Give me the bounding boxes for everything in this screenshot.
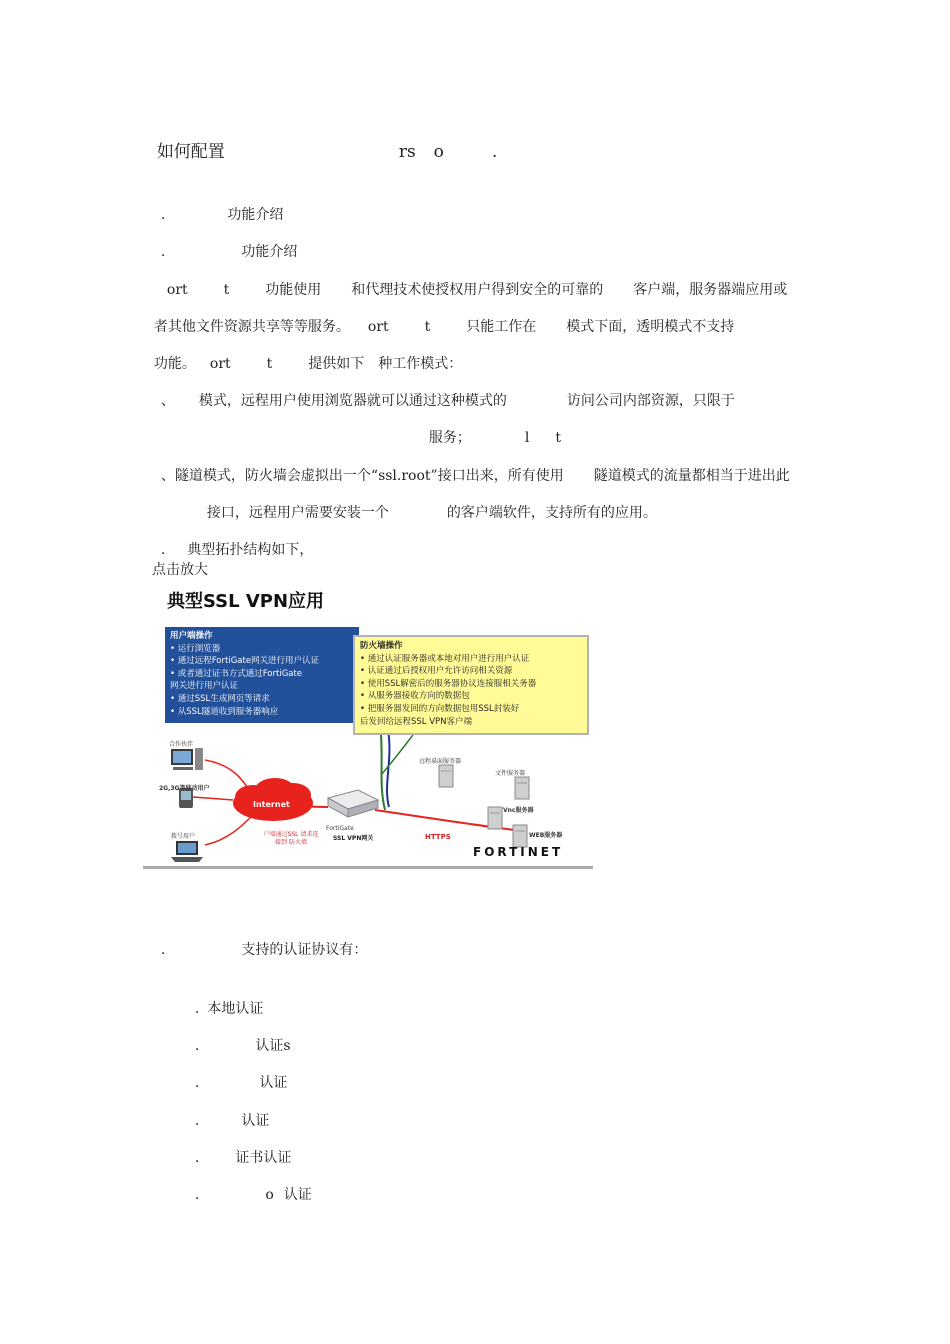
fw-box-title: 防火墙操作 bbox=[360, 641, 403, 651]
mobile-label: 2G,3G等移动用户 bbox=[159, 785, 210, 792]
para-line-2: 者其他文件资源共享等等服务。 ort t 只能工作在 模式下面，透明模式不支持 bbox=[153, 319, 735, 335]
auth-item: . o 认证 bbox=[194, 1187, 312, 1203]
https-label: HTTPS bbox=[425, 833, 451, 841]
ssl-vpn-gateway-icon bbox=[328, 790, 378, 817]
auth-item: . 证书认证 bbox=[194, 1150, 292, 1166]
auth-item: . 认证 bbox=[194, 1075, 288, 1091]
laptop-icon bbox=[171, 841, 203, 862]
home-link bbox=[205, 815, 253, 845]
fw-box-item: • 从服务器接收方向的数据包 bbox=[360, 690, 582, 703]
user-box-item-cont: 网关进行用户认证 bbox=[170, 681, 239, 692]
figure-title: 典型SSL VPN应用 bbox=[167, 591, 325, 612]
fw-box-item-cont: 后发回给远程SSL VPN客户端 bbox=[360, 716, 473, 727]
desktop-computer-icon bbox=[171, 748, 203, 770]
file-server-icon bbox=[515, 777, 529, 799]
section-1-2-heading: . 典型拓扑结构如下， bbox=[160, 542, 314, 558]
fw-box-item: • 认证通过后授权用户允许访问相关资源 bbox=[360, 665, 582, 678]
section-1-heading: . 功能介绍 bbox=[160, 207, 284, 223]
mode-1-line: 、 模式，远程用户使用浏览器就可以通过这种模式的 访问公司内部资源，只限于 bbox=[160, 393, 735, 409]
user-box-item: • 或者通过证书方式通过FortiGate bbox=[170, 668, 354, 681]
para-line-3: 功能。 ort t 提供如下 种工作模式： bbox=[153, 356, 463, 372]
green-link-2 bbox=[381, 735, 413, 775]
vnc-server-label: Vnc服务器 bbox=[503, 807, 534, 814]
internet-label: Internet bbox=[253, 800, 290, 809]
auth-item: . 认证 bbox=[194, 1113, 270, 1129]
para-line-1: ort t 功能使用 和代理技术使授权用户得到安全的可靠的 客户端，服务器端应用或 bbox=[166, 282, 788, 298]
home-label: 拨号用户 bbox=[171, 833, 196, 840]
user-box-item: • 运行浏览器 bbox=[170, 643, 354, 656]
fortinet-logo: FORTINET bbox=[473, 845, 564, 859]
section-1-1-heading: . 功能介绍 bbox=[160, 244, 298, 260]
doc-title: 如何配置 rs o . bbox=[156, 142, 498, 162]
figure-bottom-bar bbox=[143, 866, 593, 869]
topology-figure[interactable] bbox=[143, 585, 593, 870]
fw-box-item: • 通过认证服务器或本地对用户进行用户认证 bbox=[360, 653, 582, 666]
device-name-label: SSL VPN网关 bbox=[333, 835, 374, 842]
ssl-request-note: 户端通过SSL 请求连接到 防火墙 bbox=[263, 831, 319, 846]
auth-item: . 本地认证 bbox=[194, 1001, 264, 1017]
web-server-label: WEB服务器 bbox=[529, 832, 563, 839]
device-brand-label: FortiGate bbox=[326, 825, 354, 832]
firewall-operations-box bbox=[353, 635, 589, 735]
mode-2-line-2: 接口，远程用户需要安装一个 的客户端软件，支持所有的应用。 bbox=[206, 505, 657, 521]
click-zoom-text: 点击放大 bbox=[152, 562, 208, 578]
file-server-label: 文件服务器 bbox=[495, 770, 526, 777]
vnc-server-icon bbox=[488, 807, 502, 829]
mode-1-line-2: 服务； l t bbox=[428, 430, 562, 446]
section-2-heading: . 支持的认证协议有： bbox=[160, 942, 368, 958]
user-box-title: 用户端操作 bbox=[170, 631, 213, 641]
user-operations-box bbox=[165, 627, 359, 723]
mode-2-line: 、隧道模式，防火墙会虚拟出一个“ssl.root”接口出来，所有使用 隧道模式的流量都相当于进出此 bbox=[160, 468, 790, 484]
user-box-item: • 通过SSL生成网页等请求 bbox=[170, 693, 354, 706]
desktop-server-icon bbox=[439, 765, 453, 787]
auth-item: . 认证s bbox=[194, 1038, 291, 1054]
fw-box-item: • 把服务器发回的方向数据包用SSL封装好 bbox=[360, 703, 582, 716]
user-box-item: • 通过远程FortiGate网关进行用户认证 bbox=[170, 655, 354, 668]
user-box-item: • 从SSL隧道收到服务器响应 bbox=[170, 706, 354, 719]
web-server-icon bbox=[513, 825, 527, 847]
fw-box-item: • 使用SSL解密后的服务器协议连接服相关务器 bbox=[360, 678, 582, 691]
office-label: 合作伙伴 bbox=[169, 741, 194, 748]
mobile-link bbox=[193, 797, 233, 800]
desktop-server-label: 远程桌面服务器 bbox=[419, 758, 462, 765]
